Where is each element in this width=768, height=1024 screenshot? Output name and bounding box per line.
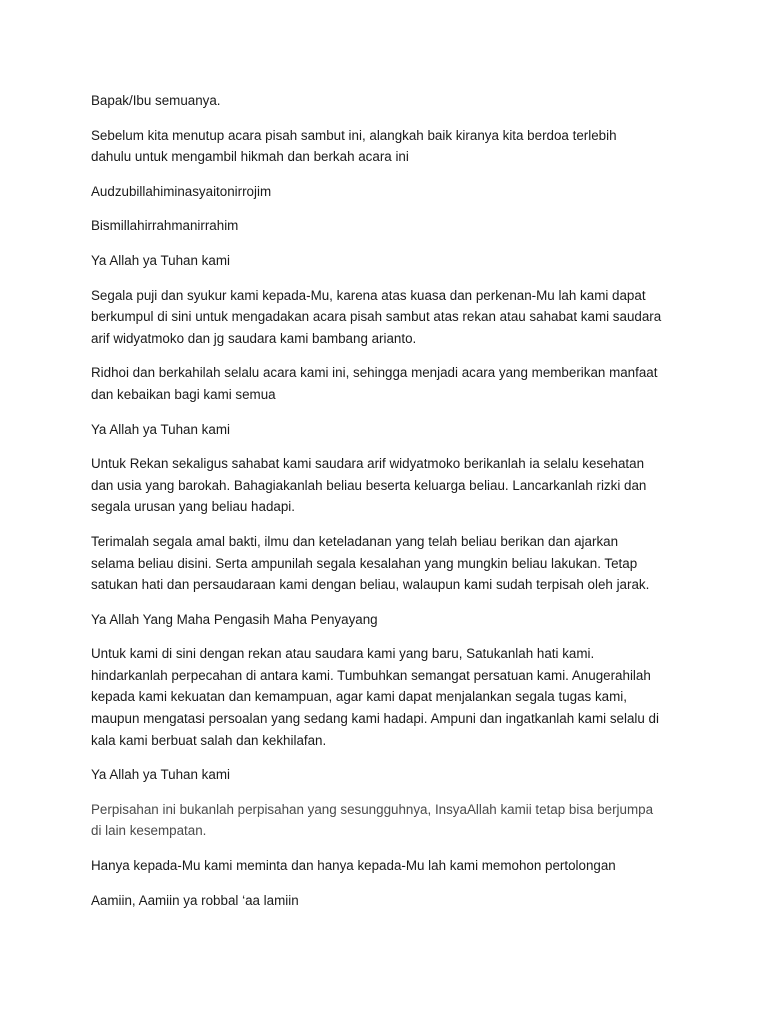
paragraph-line: hindarkanlah perpecahan di antara kami. Tumbuhkan semangat persatuan kami. Anugerahilah	[91, 667, 651, 683]
paragraph-line: selama beliau disini. Serta ampunilah segala kesalahan yang mungkin beliau lakukan. Tetap	[91, 555, 638, 571]
paragraph-line: kepada kami kekuatan dan kemampuan, agar kami dapat menjalankan segala tugas kami,	[91, 689, 627, 705]
paragraph-line: berkumpul di sini untuk mengadakan acara pisah sambut atas rekan atau sahabat kami saudara	[91, 309, 662, 325]
paragraph-line: Aamiin, Aamiin ya robbal ‘aa lamiin	[91, 892, 299, 908]
paragraph-line: Perpisahan ini bukanlah perpisahan yang sesungguhnya, InsyaAllah kamii tetap bisa berjumpa	[91, 801, 654, 817]
paragraph-line: Segala puji dan syukur kami kepada-Mu, karena atas kuasa dan perkenan-Mu lah kami dapat	[91, 287, 646, 303]
paragraph-line: maupun mengatasi persoalan yang sedang kami hadapi. Ampuni dan ingatkanlah kami selalu di	[91, 711, 659, 727]
paragraph-line: Sebelum kita menutup acara pisah sambut ini, alangkah baik kiranya kita berdoa terlebih	[91, 127, 617, 143]
paragraph	[91, 764, 691, 786]
paragraph-line: Untuk Rekan sekaligus sahabat kami saudara arif widyatmoko berikanlah ia selalu kesehatan	[91, 456, 645, 472]
paragraph	[91, 609, 691, 631]
paragraph-line: Bismillahirrahmanirrahim	[91, 218, 239, 234]
paragraph-line: satukan hati dan persaudaraan kami dengan beliau, walaupun kami sudah terpisah oleh jarak.	[91, 577, 650, 593]
paragraph	[91, 181, 691, 203]
paragraph	[91, 90, 691, 112]
paragraph	[91, 215, 691, 237]
paragraph-line: Ya Allah ya Tuhan kami	[91, 767, 230, 783]
paragraph	[91, 125, 691, 168]
paragraph-line: Ya Allah Yang Maha Pengasih Maha Penyayang	[91, 611, 378, 627]
paragraph	[91, 890, 691, 912]
paragraph	[91, 855, 691, 877]
paragraph-line: Terimalah segala amal bakti, ilmu dan keteladanan yang telah beliau berikan dan ajarkan	[91, 533, 619, 549]
paragraph-line: Ya Allah ya Tuhan kami	[91, 421, 230, 437]
paragraph-line: Ya Allah ya Tuhan kami	[91, 252, 230, 268]
paragraph	[91, 453, 691, 518]
paragraph-line: dan kebaikan bagi kami semua	[91, 386, 276, 402]
paragraph	[91, 799, 691, 842]
paragraph-line: kala kami berbuat salah dan kekhilafan.	[91, 732, 327, 748]
paragraph	[91, 419, 691, 441]
paragraph	[91, 362, 691, 405]
paragraph	[91, 250, 691, 272]
paragraph-line: di lain kesempatan.	[91, 823, 207, 839]
paragraph-line: dan usia yang barokah. Bahagiakanlah beliau beserta keluarga beliau. Lancarkanlah rizki dan	[91, 477, 647, 493]
paragraph	[91, 643, 691, 751]
paragraph-line: Audzubillahiminasyaitonirrojim	[91, 183, 272, 199]
paragraph-line: Hanya kepada-Mu kami meminta dan hanya kepada-Mu lah kami memohon pertolongan	[91, 858, 616, 874]
document-body	[91, 90, 691, 924]
paragraph-line: segala urusan yang beliau hadapi.	[91, 499, 295, 515]
paragraph-line: Untuk kami di sini dengan rekan atau saudara kami yang baru, Satukanlah hati kami.	[91, 646, 595, 662]
paragraph	[91, 285, 691, 350]
paragraph-line: arif widyatmoko dan jg saudara kami bambang arianto.	[91, 330, 417, 346]
paragraph-line: Bapak/Ibu semuanya.	[91, 93, 221, 108]
paragraph-line: Ridhoi dan berkahilah selalu acara kami ini, sehingga menjadi acara yang memberikan manfaat	[91, 365, 658, 381]
paragraph	[91, 531, 691, 596]
paragraph-line: dahulu untuk mengambil hikmah dan berkah acara ini	[91, 149, 409, 165]
